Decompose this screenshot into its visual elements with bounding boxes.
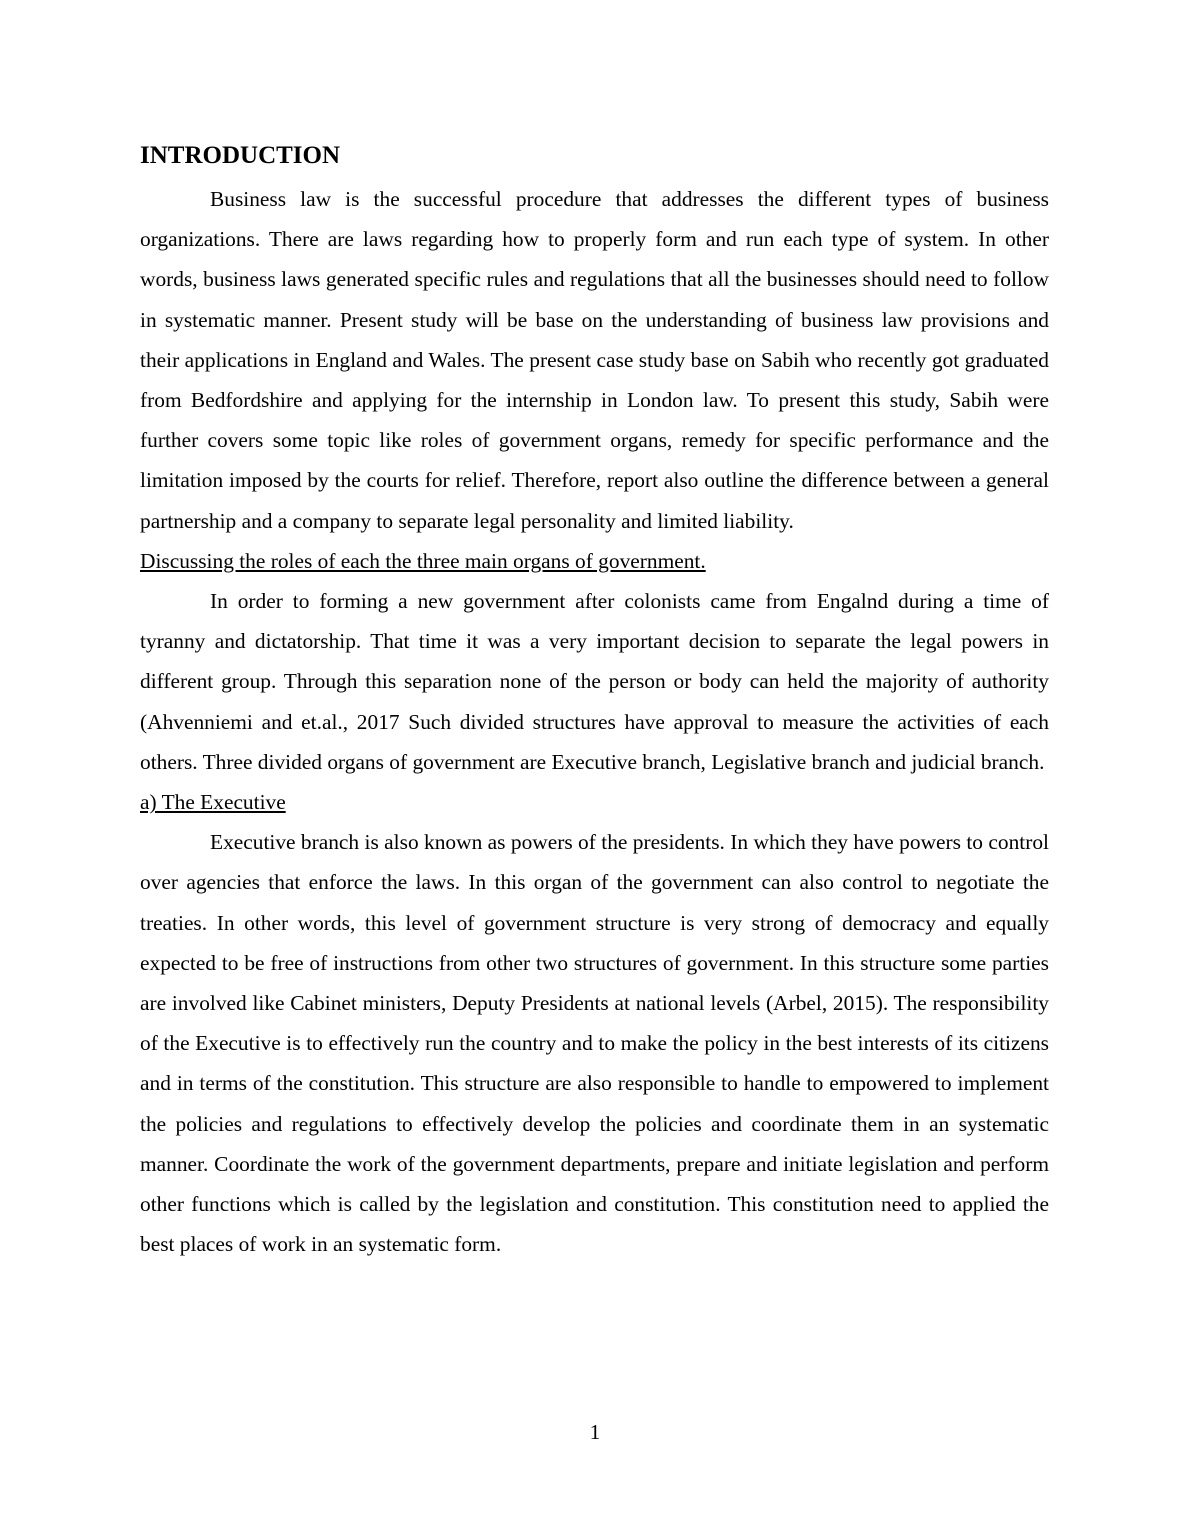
- page-content: [140, 137, 1049, 1264]
- section-title: Discussing the roles of each the three main organs of government.: [140, 548, 706, 573]
- executive-paragraph: Executive branch is also known as powers of the presidents. In which they have powers to control over agencies that enforce the laws. In this organ of the government can also control to negotiate the treaties. In other words, this level of government structure is very strong of democracy and equally expected to be free of instructions from other two structures of government. In this structure some parties are involved like Cabinet ministers, Deputy Presidents at national levels (Arbel, 2015). The responsibility of the Executive is to effectively run the country and to make the policy in the best interests of its citizens and in terms of the constitution. This structure are also responsible to handle to empowered to implement the policies and regulations to effectively develop the policies and coordinate them in an systematic manner. Coordinate the work of the government departments, prepare and initiate legislation and perform other functions which is called by the legislation and constitution. This constitution need to applied the best places of work in an systematic form.: [140, 830, 1049, 1257]
- page-number: 1: [589, 1420, 601, 1444]
- intro-paragraph: Business law is the successful procedure that addresses the different types of business organizations. There are laws regarding how to properly form and run each type of system. In other words, business laws generated specific rules and regulations that all the businesses should need to follow in systematic manner. Present study will be base on the understanding of business law provisions and their applications in England and Wales. The present case study base on Sabih who recently got graduated from Bedfordshire and applying for the internship in London law. To present this study, Sabih were further covers some topic like roles of government organs, remedy for specific performance and the limitation imposed by the courts for relief. Therefore, report also outline the difference between a general partnership and a company to separate legal personality and limited liability.: [140, 187, 1049, 533]
- page-heading: INTRODUCTION: [140, 142, 341, 169]
- subsection-title: a) The Executive: [140, 790, 286, 815]
- section-paragraph: In order to forming a new government after colonists came from Engalnd during a time of tyranny and dictatorship. That time it was a very important decision to separate the legal powers in different group. Through this separation none of the person or body can held the majority of authority (Ahvenniemi and et.al., 2017 Such divided structures have approval to measure the activities of each others. Three divided organs of government are Executive branch, Legislative branch and judicial branch.: [140, 589, 1049, 774]
